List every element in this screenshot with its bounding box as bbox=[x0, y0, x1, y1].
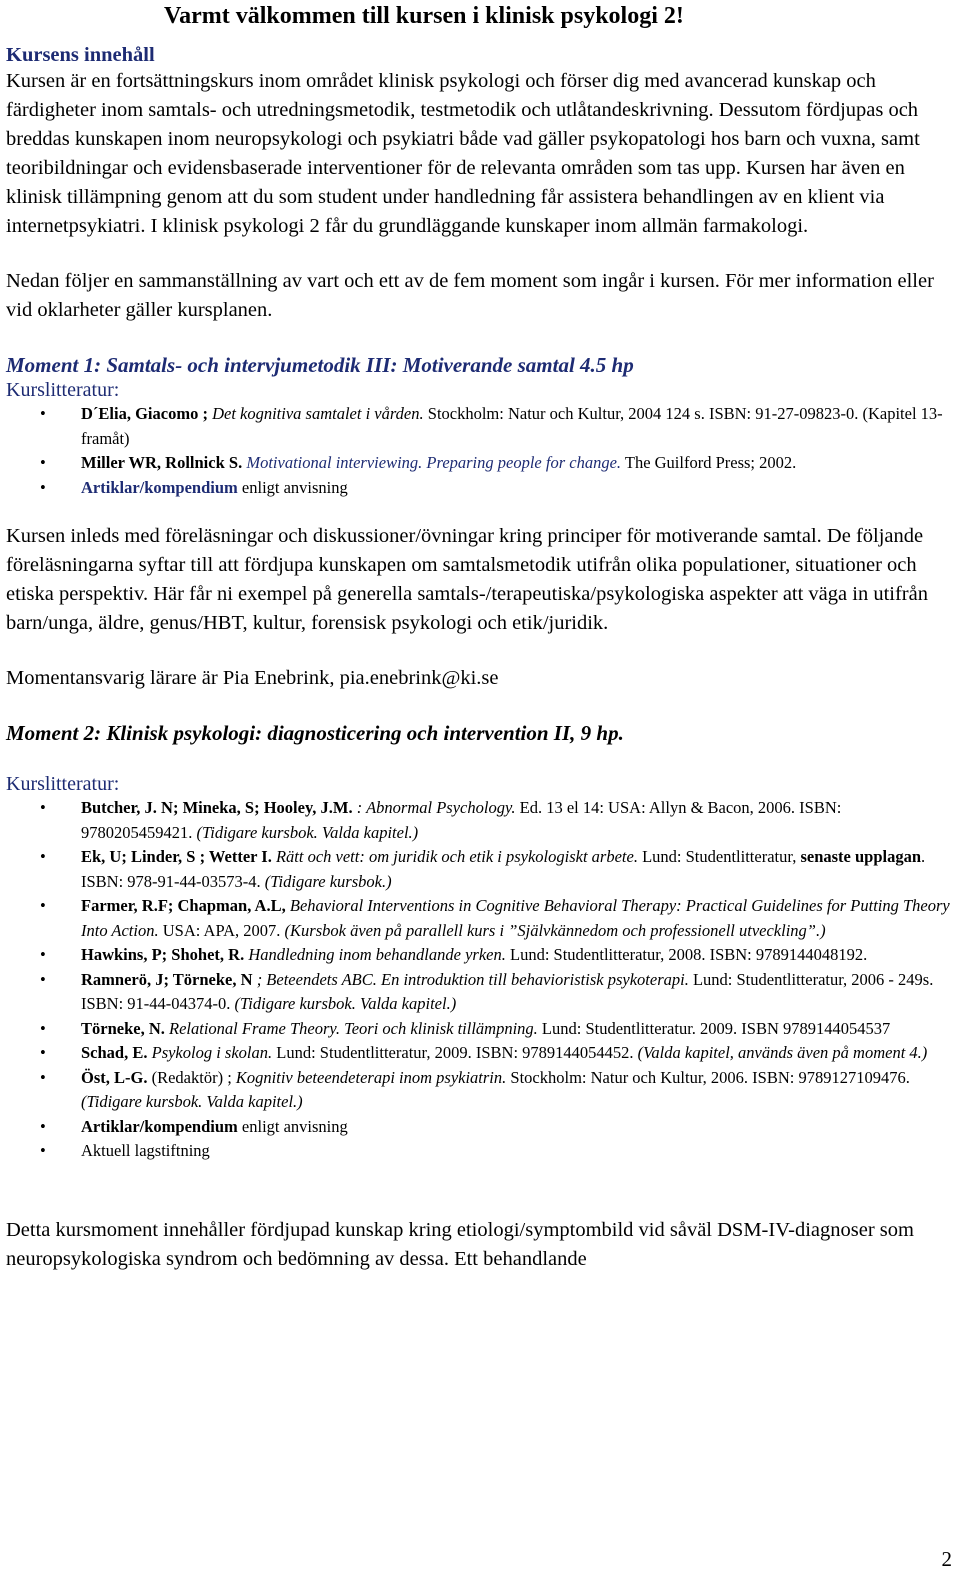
reference-author: Hawkins, P; Shohet, R. bbox=[81, 945, 245, 964]
bullet-icon: • bbox=[40, 404, 46, 423]
reference-details: Lund: Studentlitteratur, 2009. ISBN: 9789144054452. bbox=[276, 1043, 634, 1062]
reference-item bbox=[6, 451, 954, 476]
reference-details: Stockholm: Natur och Kultur, 2006. ISBN: 9789127109476. bbox=[510, 1067, 910, 1087]
moment-2-description: Detta kursmoment innehåller fördjupad kunskap kring etiologi/symptombild vid såväl DSM-IV-diagnoser som neuropsykologiska syndrom och bedömning av dessa. Ett behandlande bbox=[6, 1218, 914, 1270]
reference-title: Relational Frame Theory. Teori och klinisk tillämpning. bbox=[169, 1018, 538, 1038]
section-heading-kursens-innehall: Kursens innehåll bbox=[6, 44, 155, 66]
reference-edition: senaste upplagan bbox=[800, 847, 922, 866]
moment-1-title: Moment 1: Samtals- och intervjumetodik III: Motiverande samtal 4.5 hp bbox=[6, 353, 634, 377]
bullet-icon: • bbox=[40, 1018, 46, 1038]
bullet-icon: • bbox=[40, 453, 46, 472]
reference-title: Behavioral Interventions in Cognitive Behavioral Therapy: Practical Guidelines for Putting Theory Into Action. bbox=[81, 896, 950, 940]
reference-item bbox=[6, 845, 954, 894]
reference-item bbox=[6, 943, 954, 968]
bullet-icon: • bbox=[40, 798, 46, 817]
bullet-icon: • bbox=[40, 896, 46, 915]
bullet-icon: • bbox=[40, 477, 46, 497]
bullet-icon: • bbox=[40, 1141, 46, 1160]
reference-author: Farmer, R.F; Chapman, A.L, bbox=[81, 896, 286, 915]
bullet-icon: • bbox=[40, 1067, 46, 1087]
reference-item bbox=[6, 1139, 954, 1164]
reference-title: : Abnormal Psychology. bbox=[356, 798, 516, 817]
reference-title: Psykolog i skolan. bbox=[151, 1043, 273, 1062]
bullet-icon: • bbox=[40, 969, 46, 989]
reference-details: The Guilford Press; 2002. bbox=[624, 453, 797, 472]
reference-details: Lund: Studentlitteratur. 2009. ISBN 9789144054537 bbox=[541, 1018, 891, 1038]
reference-author: D´Elia, Giacomo ; bbox=[81, 404, 208, 423]
reference-author: Törneke, N. bbox=[81, 1018, 165, 1038]
reference-note: (Tidigare kursbok.) bbox=[264, 871, 392, 891]
moment-1-literature-heading: Kurslitteratur: bbox=[6, 379, 120, 401]
reference-author: Schad, E. bbox=[81, 1043, 148, 1062]
reference-note: (Tidigare kursbok. Valda kapitel.) bbox=[234, 994, 457, 1013]
moment-1-reference-list bbox=[6, 402, 954, 500]
reference-item bbox=[6, 894, 954, 943]
reference-item bbox=[6, 1017, 954, 1042]
bullet-icon: • bbox=[40, 1116, 46, 1136]
reference-note: (Tidigare kursbok. Valda kapitel.) bbox=[196, 822, 419, 842]
reference-details: Lund: Studentlitteratur, 2008. ISBN: 9789144048192. bbox=[509, 945, 868, 964]
page-number: 2 bbox=[941, 1547, 952, 1571]
document-page bbox=[6, 0, 954, 1274]
page-title: Varmt välkommen till kursen i klinisk psykologi 2! bbox=[164, 3, 684, 29]
reference-author: Ramnerö, J; Törneke, N bbox=[81, 969, 253, 989]
reference-author: Artiklar/kompendium bbox=[81, 477, 238, 497]
reference-details: Lund: Studentlitteratur, bbox=[642, 847, 797, 866]
reference-details: Stockholm: Natur och Kultur, 2004 124 s. ISBN: 91-27-09823-0. (Kapitel 13- framåt) bbox=[81, 404, 943, 448]
reference-item bbox=[6, 968, 954, 1017]
reference-item bbox=[6, 796, 954, 845]
reference-title: Det kognitiva samtalet i vården. bbox=[212, 404, 424, 423]
reference-details: Lund: Studentlitteratur, 2006 - 249s. ISBN: 91-44-04374-0. bbox=[81, 969, 934, 1013]
moment-1-responsible-teacher: Momentansvarig lärare är Pia Enebrink, pia.enebrink@ki.se bbox=[6, 667, 499, 689]
reference-details: enligt anvisning bbox=[241, 1116, 348, 1136]
reference-note: (Valda kapitel, används även på moment 4.) bbox=[637, 1043, 928, 1062]
course-content-paragraph: Kursen är en fortsättningskurs inom området klinisk psykologi och förser dig med avancerad kunskap och färdigheter inom samtals- och utredningsmetodik, testmetodik och utlåtandeskrivning. Dessutom fördjupas och breddas kunskapen inom neuropsykologi och psykiatri både vad gäller psykopatologi hos barn och vuxna, samt teoribildningar och evidensbaserade interventioner för de relevanta områden som tas upp. Kursen har även en klinisk tillämpning genom att du som student under handledning får assistera behandlingen av en klient via internetpsykiatri. I klinisk psykologi 2 får du grundläggande kunskaper inom allmän farmakologi. bbox=[6, 70, 920, 237]
reference-details: Ed. 13 el 14: USA: Allyn & Bacon, 2006. ISBN: 9780205459421. bbox=[81, 798, 842, 842]
reference-item bbox=[6, 1066, 954, 1115]
reference-title: Handledning inom behandlande yrken. bbox=[248, 945, 506, 964]
bullet-icon: • bbox=[40, 945, 46, 964]
reference-item bbox=[6, 402, 954, 451]
moment-2-title: Moment 2: Klinisk psykologi: diagnosticering och intervention II, 9 hp. bbox=[6, 721, 624, 745]
reference-details: Aktuell lagstiftning bbox=[81, 1141, 210, 1160]
reference-title: Kognitiv beteendeterapi inom psykiatrin. bbox=[235, 1067, 507, 1087]
intro-note-paragraph: Nedan följer en sammanställning av vart och ett av de fem moment som ingår i kursen. För mer information eller vid oklarheter gäller kursplanen. bbox=[6, 270, 934, 321]
reference-author: Ek, U; Linder, S ; Wetter I. bbox=[81, 847, 272, 866]
reference-title: Rätt och vett: om juridik och etik i psykologiskt arbete. bbox=[275, 847, 638, 866]
bullet-icon: • bbox=[40, 847, 46, 866]
moment-2-reference-list bbox=[6, 796, 954, 1164]
bullet-icon: • bbox=[40, 1043, 46, 1062]
reference-author: Miller WR, Rollnick S. bbox=[81, 453, 243, 472]
moment-2-literature-heading: Kurslitteratur: bbox=[6, 773, 120, 795]
reference-item bbox=[6, 1115, 954, 1140]
reference-item bbox=[6, 476, 954, 501]
reference-author: Öst, L-G. bbox=[81, 1067, 148, 1087]
reference-details: enligt anvisning bbox=[241, 477, 348, 497]
reference-note: (Kursbok även på parallell kurs i ”Självkännedom och professionell utveckling”.) bbox=[284, 920, 826, 940]
reference-note: (Tidigare kursbok. Valda kapitel.) bbox=[81, 1092, 303, 1111]
reference-item bbox=[6, 1041, 954, 1066]
reference-isbn: . ISBN: 978-91-44-03573-4. bbox=[81, 847, 926, 891]
reference-details: USA: APA, 2007. bbox=[162, 920, 281, 940]
moment-1-description: Kursen inleds med föreläsningar och diskussioner/övningar kring principer för motiverande samtal. De följande föreläsningarna syftar till att fördjupa kunskapen om samtalsmetodik utifrån olika populationer, situationer och etiska perspektiv. Här får ni exempel på generella samtals-/terapeutiska/psykologiska aspekter att väga in utifrån barn/unga, äldre, genus/HBT, kultur, forensisk psykologi och etik/juridik. bbox=[6, 525, 928, 634]
reference-author: Artiklar/kompendium bbox=[81, 1116, 238, 1136]
reference-title: ; Beteendets ABC. En introduktion till behavioristisk psykoterapi. bbox=[256, 969, 689, 989]
reference-role: (Redaktör) ; bbox=[151, 1067, 232, 1087]
reference-title: Motivational interviewing. Preparing people for change. bbox=[246, 453, 622, 472]
reference-author: Butcher, J. N; Mineka, S; Hooley, J.M. bbox=[81, 798, 353, 817]
